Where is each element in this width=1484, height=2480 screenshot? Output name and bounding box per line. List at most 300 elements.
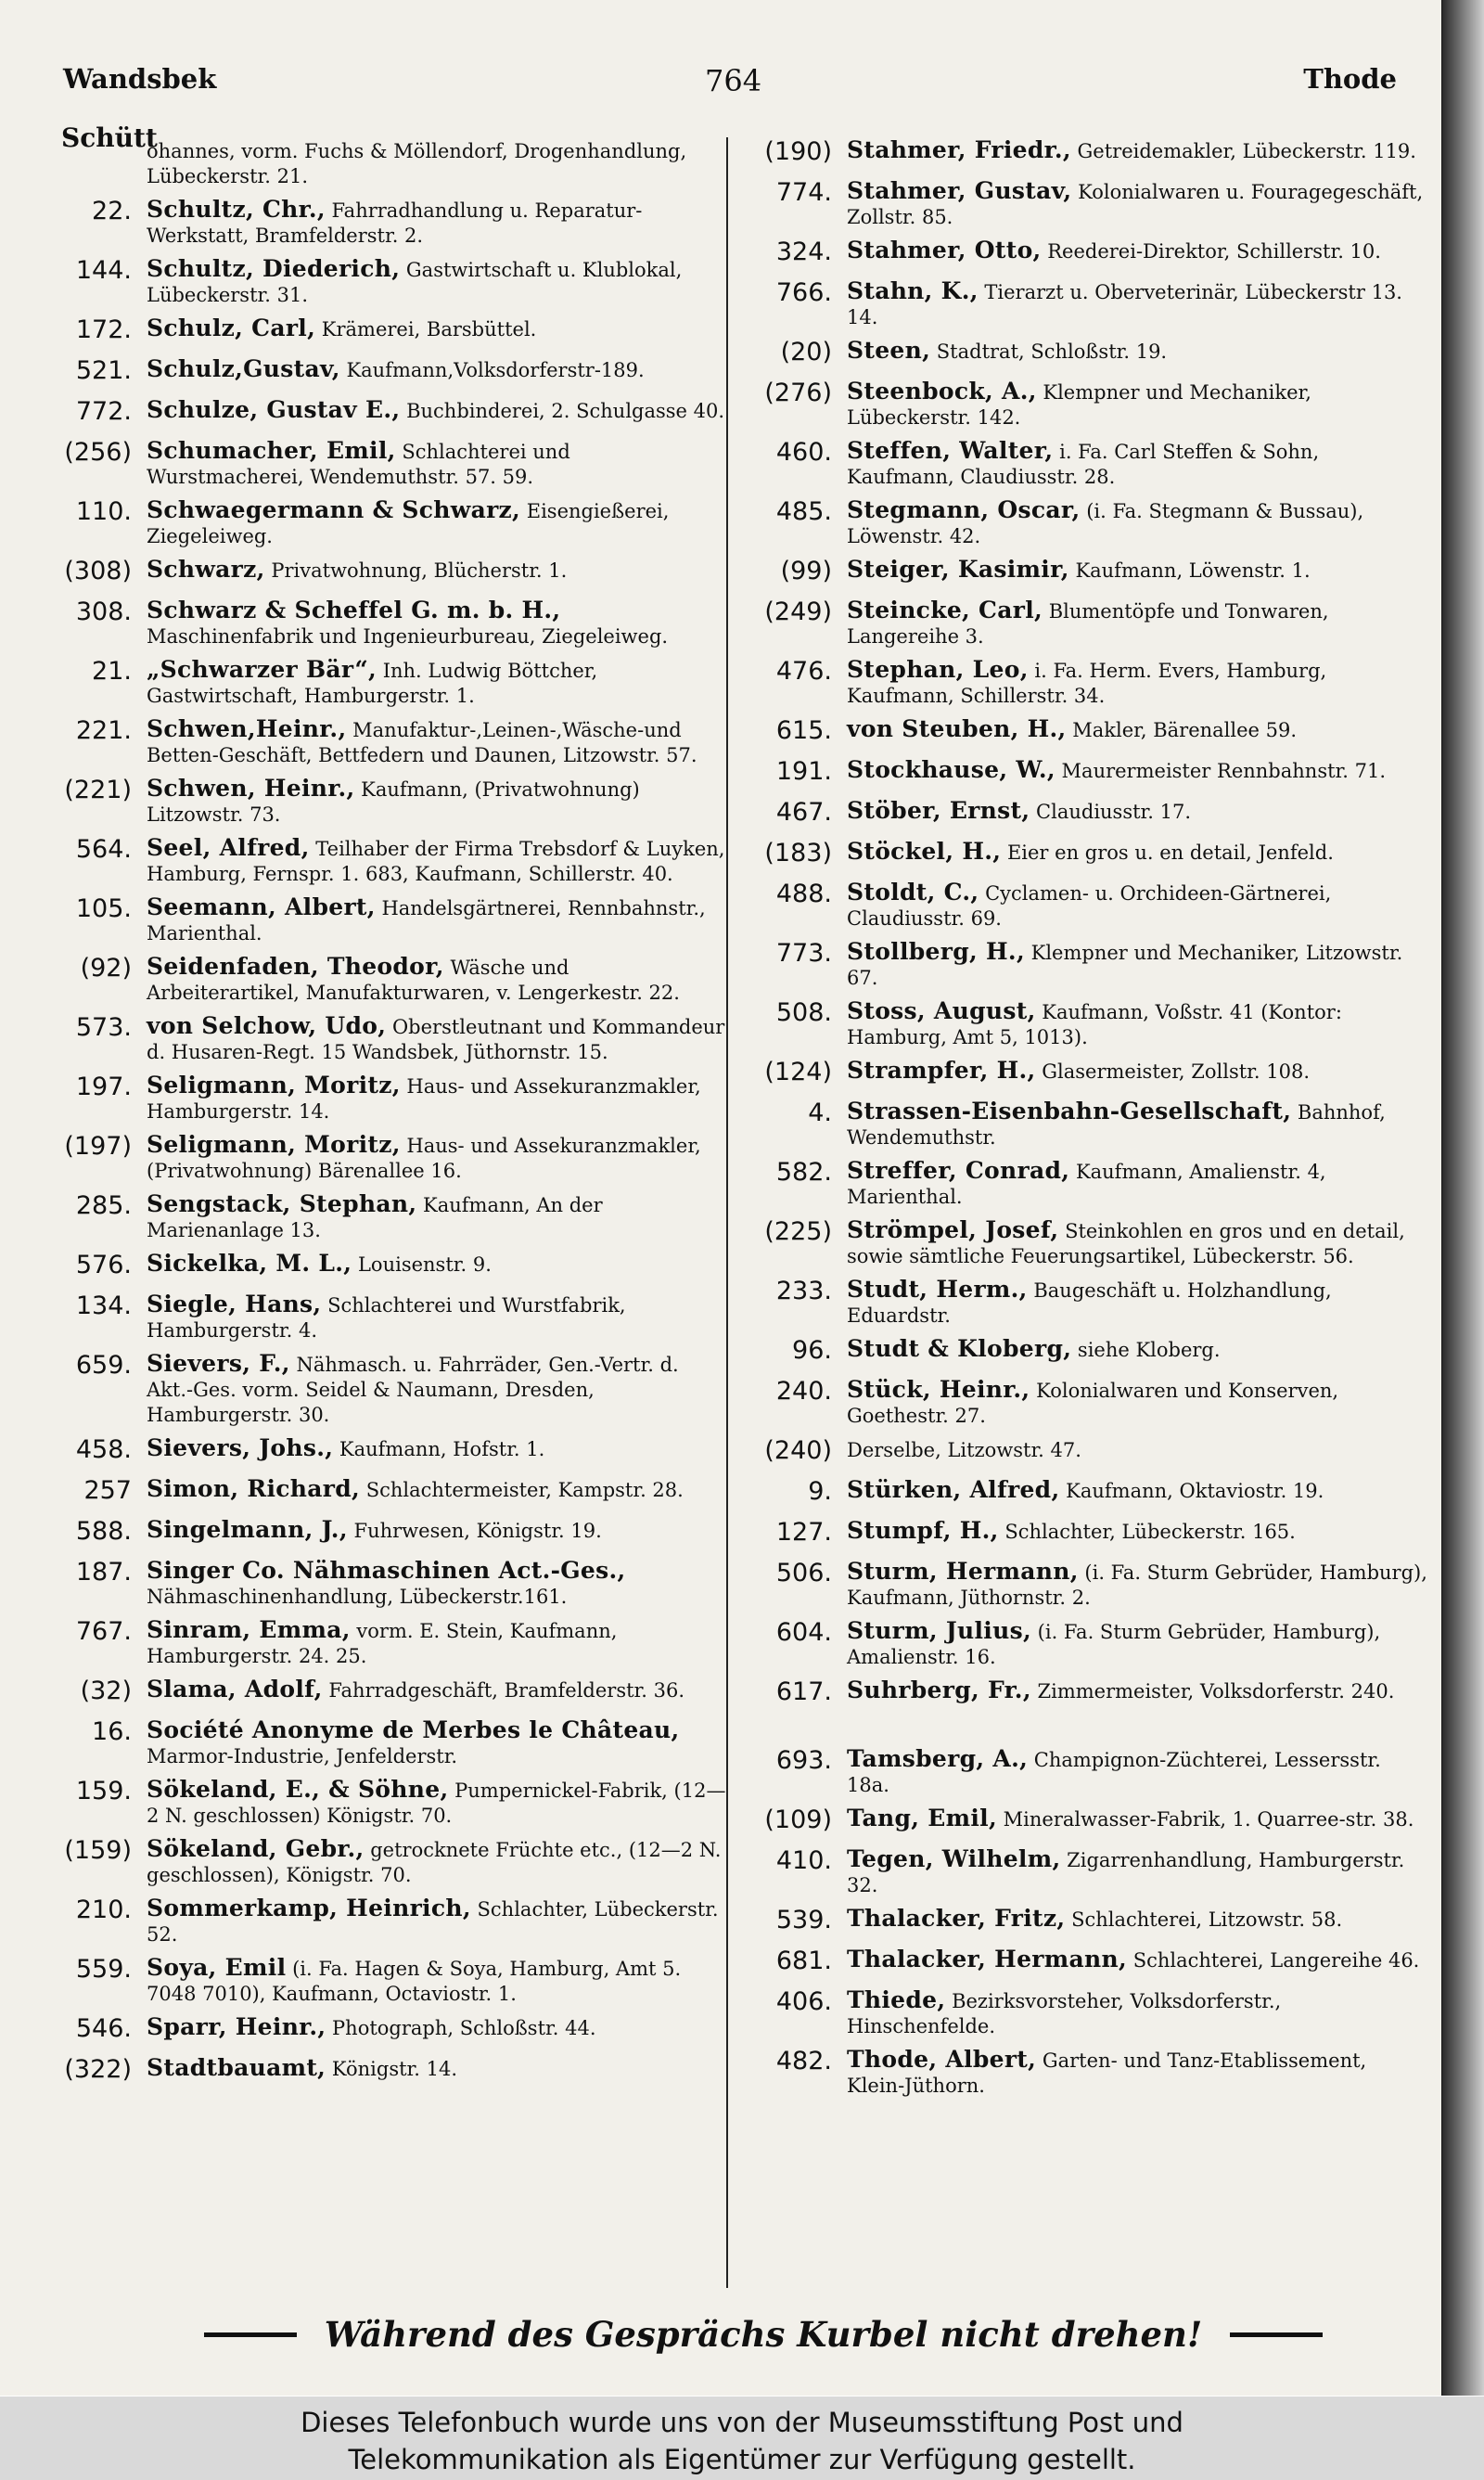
subscriber-name: Stahmer, Gustav,	[847, 177, 1072, 204]
phone-number: 774.	[775, 178, 832, 207]
directory-entry	[46, 254, 728, 308]
directory-entry	[747, 1616, 1428, 1670]
directory-entry	[747, 1844, 1428, 1898]
subscriber-details: Haus- und Assekuranzmakler, Hamburgerstr. 14.	[147, 1075, 701, 1123]
subscriber-details: Bahnhof, Wendemuthstr.	[847, 1101, 1386, 1149]
entry-text	[147, 1290, 728, 1343]
subscriber-details: Kaufmann,Volksdorferstr-189.	[346, 359, 645, 381]
phone-number: 127.	[775, 1518, 832, 1547]
credit-line-1: Dieses Telefonbuch wurde uns von der Museumsstiftung Post und	[301, 2407, 1183, 2438]
page-number: 764	[705, 63, 762, 98]
phone-number: (240)	[764, 1436, 832, 1465]
subscriber-name: Société Anonyme de Merbes le Château,	[147, 1716, 680, 1743]
subscriber-name: Sommerkamp, Heinrich,	[147, 1895, 471, 1921]
subscriber-details: getrocknete Früchte etc., (12—2 N. geschlossen), Königstr. 70.	[147, 1839, 722, 1886]
subscriber-name: Strömpel, Josef,	[847, 1216, 1059, 1243]
phone-number: (249)	[764, 598, 832, 626]
phone-number: 539.	[775, 1906, 832, 1934]
subscriber-details: Kaufmann, An der Marienanlage 13.	[147, 1194, 603, 1241]
directory-entry	[46, 1894, 728, 1947]
phone-number: 458.	[75, 1435, 132, 1464]
directory-entry	[747, 436, 1428, 490]
subscriber-name: Schwaegermann & Schwarz,	[147, 496, 521, 523]
subscriber-details: Getreidemakler, Lübeckerstr. 119.	[1077, 140, 1416, 162]
subscriber-name: Siegle, Hans,	[147, 1291, 322, 1317]
phone-number: 506.	[775, 1559, 832, 1587]
phone-number: 573.	[75, 1013, 132, 1042]
phone-number: (99)	[780, 557, 832, 585]
directory-entry	[747, 596, 1428, 649]
entry-text	[847, 937, 1428, 991]
right-column	[747, 135, 1428, 2104]
directory-entry	[46, 655, 728, 709]
directory-entry	[46, 833, 728, 887]
subscriber-details: Schlachterei, Langereihe 46.	[1132, 1949, 1420, 1972]
phone-number: 681.	[775, 1947, 832, 1975]
phone-number: 588.	[75, 1517, 132, 1546]
entry-text	[147, 1011, 728, 1065]
subscriber-name: Singelmann, J.,	[147, 1516, 348, 1543]
phone-number: 460.	[775, 438, 832, 467]
directory-entry	[46, 1715, 728, 1769]
subscriber-name: Thiede,	[847, 1986, 946, 2013]
phone-number: 197.	[75, 1073, 132, 1101]
directory-entry	[747, 1097, 1428, 1150]
directory-entry	[747, 1334, 1428, 1369]
entry-text	[147, 436, 728, 490]
subscriber-details: Maschinenfabrik und Ingenieurbureau, Ziegeleiweg.	[147, 625, 669, 648]
directory-entry	[46, 135, 728, 189]
entry-text	[847, 1434, 1428, 1463]
entry-text	[847, 755, 1428, 784]
phone-number: 582.	[775, 1158, 832, 1187]
subscriber-name: Schulze, Gustav E.,	[147, 396, 401, 423]
directory-entry	[46, 314, 728, 349]
subscriber-name: Stegmann, Oscar,	[847, 496, 1081, 523]
subscriber-details: Fahrradhandlung u. Reparatur-Werkstatt, Bramfelderstr. 2.	[147, 199, 643, 247]
entry-text	[847, 2045, 1428, 2099]
phone-number: 604.	[775, 1618, 832, 1647]
subscriber-details: Reederei-Direktor, Schillerstr. 10.	[1047, 240, 1381, 263]
subscriber-details: Wäsche und Arbeiterartikel, Manufakturwaren, v. Lengerkestr. 22.	[147, 957, 680, 1004]
footer-notice-text: Während des Gesprächs Kurbel nicht drehen!	[324, 2314, 1203, 2355]
phone-number: 285.	[75, 1191, 132, 1220]
entry-text	[147, 1953, 728, 2007]
subscriber-name: Stürken, Alfred,	[847, 1476, 1060, 1503]
entry-text	[147, 195, 728, 249]
entry-text	[847, 1676, 1428, 1704]
entry-text	[847, 1375, 1428, 1429]
subscriber-name: Strassen-Eisenbahn-Gesellschaft,	[847, 1098, 1292, 1124]
directory-entry	[46, 1615, 728, 1669]
subscriber-name: Schultz, Chr.,	[147, 196, 326, 223]
phone-number: 134.	[75, 1291, 132, 1320]
entry-text	[147, 2053, 728, 2082]
subscriber-name: Stoss, August,	[847, 997, 1036, 1024]
entry-text	[147, 314, 728, 342]
subscriber-name: Schwen, Heinr.,	[147, 775, 355, 802]
subscriber-details: Zigarrenhandlung, Hamburgerstr. 32.	[847, 1849, 1405, 1896]
entry-text	[847, 1616, 1428, 1670]
subscriber-name: Stockhause, W.,	[847, 756, 1055, 783]
directory-entry	[747, 135, 1428, 171]
directory-entry	[747, 837, 1428, 872]
subscriber-details: Steinkohlen en gros und en detail, sowie sämtliche Feuerungsartikel, Lübeckerstr. 56.	[847, 1220, 1405, 1267]
entry-text	[847, 1844, 1428, 1898]
phone-number: (322)	[64, 2055, 132, 2084]
entry-text	[847, 1904, 1428, 1933]
subscriber-details: Nähmasch. u. Fahrräder, Gen.-Vertr. d. Akt.-Ges. vorm. Seidel & Naumann, Dresden, Hamburgerstr. 30.	[147, 1354, 679, 1426]
directory-entry	[46, 596, 728, 649]
subscriber-details: Fuhrwesen, Königstr. 19.	[353, 1520, 602, 1542]
entry-text	[847, 176, 1428, 230]
phone-number: 308.	[75, 598, 132, 626]
phone-number: 615.	[775, 716, 832, 745]
directory-entry	[747, 714, 1428, 750]
phone-number: 96.	[792, 1336, 832, 1365]
phone-number: 406.	[775, 1987, 832, 2016]
subscriber-name: Steenbock, A.,	[847, 378, 1037, 405]
phone-number: 482.	[775, 2047, 832, 2075]
subscriber-details: Handelsgärtnerei, Rennbahnstr., Marienthal.	[147, 897, 706, 944]
directory-entry	[747, 176, 1428, 230]
subscriber-name: Stoldt, C.,	[847, 879, 979, 906]
phone-number: (159)	[64, 1836, 132, 1865]
left-column	[46, 135, 728, 2094]
subscriber-name: Steffen, Walter,	[847, 437, 1054, 464]
phone-number: (20)	[780, 338, 832, 366]
subscriber-details: Schlachtermeister, Kampstr. 28.	[365, 1479, 684, 1501]
subscriber-name: Seligmann, Moritz,	[147, 1131, 401, 1158]
subscriber-details: (i. Fa. Hagen & Soya, Hamburg, Amt 5. 7048 7010), Kaufmann, Octaviostr. 1.	[147, 1958, 682, 2005]
directory-entry	[46, 354, 728, 390]
directory-entry	[747, 1945, 1428, 1980]
directory-entry	[747, 1434, 1428, 1470]
subscriber-details: Schlachterei und Wurstmacherei, Wendemuthstr. 57. 59.	[147, 441, 570, 488]
subscriber-name: Schwarz,	[147, 556, 265, 583]
subscriber-details: Haus- und Assekuranzmakler, (Privatwohnung) Bärenallee 16.	[147, 1135, 701, 1182]
directory-entry	[747, 937, 1428, 991]
subscriber-name: Soya, Emil	[147, 1954, 287, 1981]
subscriber-details: Louisenstr. 9.	[357, 1253, 492, 1276]
subscriber-name: Sturm, Julius,	[847, 1617, 1031, 1644]
entry-text	[847, 714, 1428, 743]
subscriber-details: Kaufmann, Hofstr. 1.	[339, 1438, 545, 1460]
subscriber-name: Tegen, Wilhelm,	[847, 1845, 1061, 1872]
directory-entry	[747, 236, 1428, 271]
subscriber-name: Schulz,Gustav,	[147, 355, 340, 382]
subscriber-details: Nähmaschinenhandlung, Lübeckerstr.161.	[147, 1586, 568, 1608]
subscriber-name: Schwen,Heinr.,	[147, 715, 347, 742]
subscriber-details: Bezirksvorsteher, Volksdorferstr., Hinschenfelde.	[847, 1990, 1282, 2037]
phone-number: 172.	[75, 315, 132, 344]
directory-entry	[747, 878, 1428, 932]
directory-entry	[46, 952, 728, 1006]
subscriber-details: Kaufmann, Löwenstr. 1.	[1075, 559, 1311, 582]
entry-text	[847, 1334, 1428, 1363]
directory-entry	[747, 1516, 1428, 1551]
entry-text	[147, 1249, 728, 1278]
directory-entry	[747, 1804, 1428, 1839]
subscriber-name: Seel, Alfred,	[147, 834, 310, 861]
footer-dash-right	[1230, 2332, 1323, 2337]
subscriber-details: Stadtrat, Schloßstr. 19.	[936, 341, 1168, 363]
subscriber-name: Thalacker, Fritz,	[847, 1905, 1066, 1932]
subscriber-name: „Schwarzer Bär“,	[147, 656, 377, 683]
directory-entry	[747, 996, 1428, 1050]
subscriber-details: Kaufmann, Amalienstr. 4, Marienthal.	[847, 1161, 1326, 1208]
directory-entry	[747, 495, 1428, 549]
subscriber-details: Kaufmann, Oktaviostr. 19.	[1066, 1480, 1324, 1502]
directory-entry	[747, 1056, 1428, 1091]
phone-number: (221)	[64, 776, 132, 804]
directory-entry	[46, 1130, 728, 1184]
entry-text	[847, 1804, 1428, 1832]
subscriber-details: Champignon-Züchterei, Lessersstr. 18a.	[847, 1749, 1381, 1796]
subscriber-details: Klempner und Mechaniker, Lübeckerstr. 142.	[847, 381, 1311, 429]
directory-entry	[46, 1834, 728, 1888]
directory-entry	[46, 714, 728, 768]
entry-text	[147, 1894, 728, 1947]
phone-number: (183)	[764, 839, 832, 867]
directory-entry	[747, 1156, 1428, 1210]
subscriber-name: Seligmann, Moritz,	[147, 1072, 401, 1099]
subscriber-details: Cyclamen- u. Orchideen-Gärtnerei, Claudiusstr. 69.	[847, 882, 1332, 930]
subscriber-name: Sturm, Hermann,	[847, 1558, 1079, 1585]
subscriber-details: Privatwohnung, Blücherstr. 1.	[271, 559, 568, 582]
directory-entry	[46, 436, 728, 490]
header-left-title: Wandsbek	[63, 63, 217, 95]
entry-text	[147, 714, 728, 768]
directory-entry	[747, 1215, 1428, 1269]
subscriber-details: Buchbinderei, 2. Schulgasse 40.	[406, 400, 725, 422]
phone-number: 21.	[92, 657, 132, 686]
subscriber-name: Stöckel, H.,	[847, 838, 1002, 865]
subscriber-name: Sökeland, E., & Söhne,	[147, 1776, 449, 1803]
phone-number: 210.	[75, 1895, 132, 1924]
directory-entry	[46, 1953, 728, 2007]
directory-entry	[747, 1676, 1428, 1711]
directory-entry	[747, 1744, 1428, 1798]
subscriber-name: Sickelka, M. L.,	[147, 1250, 352, 1277]
directory-entry	[46, 555, 728, 590]
entry-text	[147, 1189, 728, 1243]
subscriber-name: Schumacher, Emil,	[147, 437, 396, 464]
phone-number: 240.	[775, 1377, 832, 1406]
subscriber-details: Schlachter, Lübeckerstr. 52.	[147, 1898, 719, 1946]
subscriber-details: Tierarzt u. Oberveterinär, Lübeckerstr 13. 14.	[847, 281, 1402, 328]
subscriber-details: Marmor-Industrie, Jenfelderstr.	[147, 1745, 458, 1767]
subscriber-details: Königstr. 14.	[331, 2058, 458, 2080]
phone-number: 485.	[775, 497, 832, 526]
subscriber-name: Studt, Herm.,	[847, 1276, 1028, 1303]
subscriber-details: Mineralwasser-Fabrik, 1. Quarree-str. 38.	[1003, 1808, 1414, 1831]
subscriber-name: von Steuben, H.,	[847, 715, 1067, 742]
entry-text	[147, 2012, 728, 2041]
directory-entry	[46, 1349, 728, 1428]
entry-text	[147, 1515, 728, 1544]
subscriber-name: Steen,	[847, 337, 931, 364]
credit-line-2: Telekommunikation als Eigentümer zur Verfügung gestellt.	[348, 2444, 1136, 2475]
entry-text	[847, 135, 1428, 164]
subscriber-details: Baugeschäft u. Holzhandlung, Eduardstr.	[847, 1279, 1332, 1327]
entry-text	[847, 1516, 1428, 1545]
subscriber-details: Kaufmann, (Privatwohnung) Litzowstr. 73.	[147, 778, 640, 826]
entry-text	[147, 555, 728, 584]
subscriber-details: vorm. E. Stein, Kaufmann, Hamburgerstr. 24. 25.	[147, 1620, 618, 1667]
subscriber-details: i. Fa. Herm. Evers, Hamburg, Kaufmann, Schillerstr. 34.	[847, 660, 1327, 707]
subscriber-details: Klempner und Mechaniker, Litzowstr. 67.	[847, 942, 1403, 989]
subscriber-details: Kaufmann, Voßstr. 41 (Kontor: Hamburg, Amt 5, 1013).	[847, 1001, 1342, 1048]
phone-number: (109)	[764, 1805, 832, 1834]
subscriber-name: Thalacker, Hermann,	[847, 1946, 1127, 1972]
directory-entry	[747, 1375, 1428, 1429]
phone-number: 773.	[775, 939, 832, 968]
subscriber-name: Steincke, Carl,	[847, 597, 1043, 623]
phone-number: 767.	[75, 1617, 132, 1646]
entry-text	[147, 1775, 728, 1829]
entry-text	[147, 1715, 728, 1769]
phone-number: 772.	[75, 397, 132, 426]
subscriber-details: Teilhaber der Firma Trebsdorf & Luyken, Hamburg, Fernspr. 1. 683, Kaufmann, Schillerstr. 40.	[147, 838, 725, 885]
entry-text	[147, 1834, 728, 1888]
directory-entry	[747, 755, 1428, 790]
subscriber-name: Stück, Heinr.,	[847, 1376, 1030, 1403]
phone-number: 324.	[775, 238, 832, 266]
subscriber-details: Garten- und Tanz-Etablissement, Klein-Jüthorn.	[847, 2050, 1367, 2097]
entry-text	[847, 878, 1428, 932]
subscriber-name: Sparr, Heinr.,	[147, 2013, 326, 2040]
phone-number: 187.	[75, 1558, 132, 1587]
subscriber-details: i. Fa. Carl Steffen & Sohn, Kaufmann, Claudiusstr. 28.	[847, 441, 1320, 488]
entry-text	[147, 1130, 728, 1184]
entry-text	[847, 996, 1428, 1050]
subscriber-details: Derselbe, Litzowstr. 47.	[847, 1439, 1081, 1461]
credit-banner	[0, 2396, 1484, 2480]
phone-number: 576.	[75, 1251, 132, 1279]
phone-number: (124)	[764, 1058, 832, 1086]
subscriber-name: Seidenfaden, Theodor,	[147, 953, 444, 980]
subscriber-details: Kolonialwaren u. Fouragegeschäft, Zollstr. 85.	[847, 181, 1424, 228]
phone-number: 693.	[775, 1746, 832, 1775]
subscriber-name: Stadtbauamt,	[147, 2054, 326, 2081]
phone-number: 191.	[775, 757, 832, 786]
entry-text	[847, 1475, 1428, 1504]
phone-number: 546.	[75, 2014, 132, 2043]
entry-text	[147, 1556, 728, 1610]
subscriber-details: Makler, Bärenallee 59.	[1072, 719, 1298, 741]
entry-text	[847, 1985, 1428, 2039]
directory-entry	[46, 395, 728, 430]
entry-text	[147, 495, 728, 549]
entry-text	[147, 1474, 728, 1503]
subscriber-details: Schlachterei, Litzowstr. 58.	[1071, 1908, 1343, 1931]
subscriber-details: (i. Fa. Sturm Gebrüder, Hamburg), Amalienstr. 16.	[847, 1621, 1381, 1668]
subscriber-name: Sievers, Johs.,	[147, 1434, 334, 1461]
subscriber-name: Sinram, Emma,	[147, 1616, 351, 1643]
directory-entry	[747, 796, 1428, 831]
phone-number: 105.	[75, 894, 132, 923]
entry-text	[847, 596, 1428, 649]
directory-entry	[747, 377, 1428, 430]
phone-number: 659.	[75, 1351, 132, 1380]
phone-number: (197)	[64, 1132, 132, 1161]
directory-entry	[747, 1275, 1428, 1329]
directory-entry	[747, 1985, 1428, 2039]
phone-number: 617.	[775, 1677, 832, 1706]
subscriber-name: Sengstack, Stephan,	[147, 1190, 417, 1217]
directory-entry	[46, 1775, 728, 1829]
phone-number: 221.	[75, 716, 132, 745]
subscriber-details: Gastwirtschaft u. Klublokal, Lübeckerstr. 31.	[147, 259, 683, 306]
entry-text	[147, 1615, 728, 1669]
subscriber-details: (i. Fa. Sturm Gebrüder, Hamburg), Kaufmann, Jüthornstr. 2.	[847, 1561, 1427, 1609]
directory-entry	[46, 495, 728, 549]
entry-text	[147, 596, 728, 649]
subscriber-name: Sökeland, Gebr.,	[147, 1835, 365, 1862]
phone-number: 564.	[75, 835, 132, 864]
subscriber-name: Slama, Adolf,	[147, 1676, 323, 1703]
subscriber-details: Krämerei, Barsbüttel.	[321, 318, 537, 341]
entry-text	[847, 377, 1428, 430]
subscriber-name: Stollberg, H.,	[847, 938, 1025, 965]
subscriber-name: Schultz, Diederich,	[147, 255, 401, 282]
subscriber-name: Seemann, Albert,	[147, 893, 376, 920]
entry-text	[147, 774, 728, 828]
subscriber-details: Zimmermeister, Volksdorferstr. 240.	[1037, 1680, 1395, 1703]
phone-number: (308)	[64, 557, 132, 585]
directory-entry	[46, 1433, 728, 1469]
subscriber-name: Stahmer, Friedr.,	[847, 136, 1071, 163]
entry-text	[147, 655, 728, 709]
header-right-title: Thode	[1303, 63, 1397, 95]
entry-text	[147, 1675, 728, 1703]
phone-number: 257	[83, 1476, 132, 1505]
entry-text	[847, 796, 1428, 825]
subscriber-details: Glasermeister, Zollstr. 108.	[1042, 1060, 1311, 1083]
entry-text	[147, 135, 728, 189]
directory-entry	[46, 1011, 728, 1065]
subscriber-name: Simon, Richard,	[147, 1475, 360, 1502]
directory-entry	[46, 195, 728, 249]
directory-entry	[747, 1557, 1428, 1611]
subscriber-name: Singer Co. Nähmaschinen Act.-Ges.,	[147, 1557, 626, 1584]
subscriber-details: (i. Fa. Stegmann & Bussau), Löwenstr. 42.	[847, 500, 1364, 547]
directory-entry	[46, 1515, 728, 1550]
subscriber-name: Sievers, F.,	[147, 1350, 290, 1377]
phone-number: (92)	[80, 954, 132, 983]
phone-number: (256)	[64, 438, 132, 467]
subscriber-details: Photograph, Schloßstr. 44.	[332, 2017, 596, 2039]
subscriber-name: Stahmer, Otto,	[847, 237, 1042, 263]
entry-text	[847, 336, 1428, 365]
directory-entry	[46, 1474, 728, 1510]
phone-number: 521.	[75, 356, 132, 385]
subscriber-name: Thode, Albert,	[847, 2046, 1037, 2073]
phone-number: (276)	[764, 379, 832, 407]
phone-number: 4.	[808, 1099, 832, 1127]
entry-text	[847, 1945, 1428, 1973]
directory-entry	[46, 2053, 728, 2088]
phone-number: 476.	[775, 657, 832, 686]
entry-text	[847, 1275, 1428, 1329]
entry-text	[847, 1056, 1428, 1085]
subscriber-name: Stahn, K.,	[847, 277, 979, 304]
entry-text	[147, 952, 728, 1006]
directory-entry	[46, 774, 728, 828]
phone-number: 467.	[775, 798, 832, 827]
subscriber-details: Oberstleutnant und Kommandeur d. Husaren-Regt. 15 Wandsbek, Jüthornstr. 15.	[147, 1016, 725, 1063]
